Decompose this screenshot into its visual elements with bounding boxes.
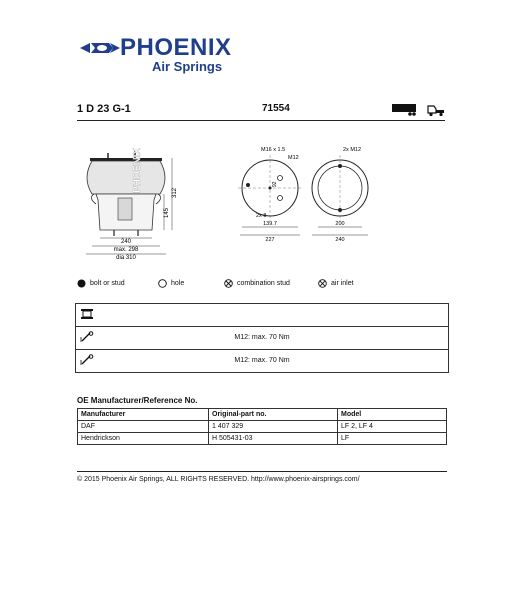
hole-icon bbox=[158, 279, 167, 288]
oe-cell: DAF bbox=[78, 421, 209, 433]
product-number: 71554 bbox=[262, 103, 290, 114]
bottom-200-label: 200 bbox=[335, 221, 345, 227]
piston-icon bbox=[80, 308, 94, 320]
mounting-row-text: M12: max. 70 Nm bbox=[234, 334, 290, 341]
legend-hole bbox=[158, 279, 184, 288]
top-227-label: 227 bbox=[265, 237, 275, 243]
table-row bbox=[78, 421, 447, 433]
oe-title: OE Manufacturer/Reference No. bbox=[77, 396, 198, 405]
brand-name: PHOENIX bbox=[120, 34, 232, 61]
side-brand-text: PHOENIX bbox=[132, 148, 143, 193]
oe-table bbox=[77, 408, 447, 445]
table-row bbox=[78, 433, 447, 445]
legend-hole-label: hole bbox=[171, 280, 185, 287]
footer-rule bbox=[77, 471, 447, 472]
combination-stud-icon bbox=[224, 279, 233, 288]
oe-cell: 1 407 329 bbox=[209, 421, 338, 433]
dim-height-312: 312 bbox=[172, 187, 178, 198]
legend-combination-stud-label: combination stud bbox=[237, 280, 290, 287]
top-holes-label: 2x 8 bbox=[256, 213, 267, 219]
oe-cell: H 505431-03 bbox=[209, 433, 338, 445]
legend-bolt-label: bolt or stud bbox=[90, 280, 125, 287]
mounting-row bbox=[76, 350, 448, 372]
bolt-icon bbox=[77, 279, 86, 288]
dim-max-298: max. 298 bbox=[113, 247, 139, 253]
legend-air-inlet-label: air inlet bbox=[331, 280, 354, 287]
top-m12-label: M12 bbox=[288, 155, 299, 161]
oe-header-manufacturer: Manufacturer bbox=[78, 409, 209, 421]
bottom-240-label: 240 bbox=[335, 237, 345, 243]
oe-header-row bbox=[78, 409, 447, 421]
oe-cell: LF 2, LF 4 bbox=[338, 421, 447, 433]
legend-combination-stud bbox=[224, 279, 290, 288]
top-view-drawing bbox=[230, 143, 310, 248]
oe-cell: Hendrickson bbox=[78, 433, 209, 445]
dim-height-145: 145 bbox=[164, 207, 170, 218]
mounting-table bbox=[75, 303, 449, 373]
top-m16-label: M16 x 1.5 bbox=[261, 147, 286, 153]
dim-dia-310: dia 310 bbox=[116, 255, 136, 261]
header-rule bbox=[77, 120, 445, 121]
oe-header-part: Original-part no. bbox=[209, 409, 338, 421]
dim-dia-240: 240 bbox=[120, 239, 132, 245]
mounting-row-text: M12: max. 70 Nm bbox=[234, 357, 290, 364]
mounting-row bbox=[76, 327, 448, 350]
truck-icon bbox=[427, 103, 445, 117]
air-inlet-icon bbox=[318, 279, 327, 288]
mounting-row bbox=[76, 304, 448, 327]
top-92-label: 92 bbox=[272, 181, 278, 187]
legend-air-inlet bbox=[318, 279, 354, 288]
legend-bolt bbox=[77, 279, 125, 288]
side-view-drawing bbox=[78, 148, 198, 268]
oe-header-model: Model bbox=[338, 409, 447, 421]
oe-cell: LF bbox=[338, 433, 447, 445]
bottom-m12-label: 2x M12 bbox=[343, 147, 362, 153]
footer-copyright: © 2015 Phoenix Air Springs, ALL RIGHTS RESERVED. http://www.phoenix-airsprings.com/ bbox=[77, 476, 360, 483]
bottom-view-drawing bbox=[305, 143, 375, 248]
brand-subtitle: Air Springs bbox=[152, 59, 223, 74]
brand-logo bbox=[80, 34, 260, 78]
logo-mark-icon bbox=[80, 39, 120, 57]
trailer-icon bbox=[392, 104, 418, 116]
top-139-label: 139.7 bbox=[263, 221, 277, 227]
product-code: 1 D 23 G-1 bbox=[77, 103, 131, 115]
